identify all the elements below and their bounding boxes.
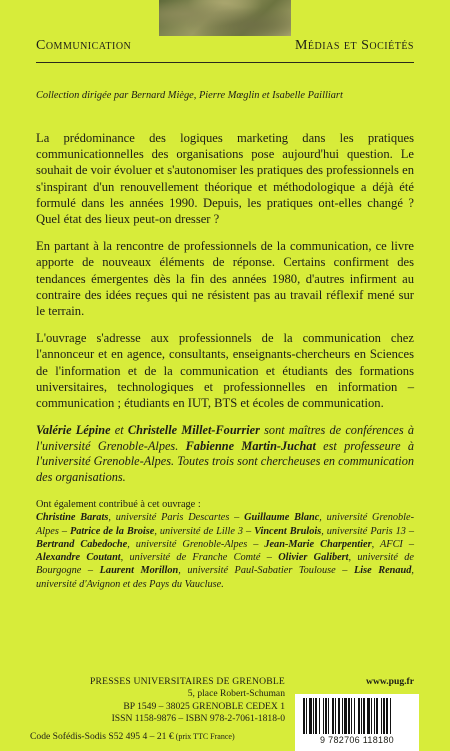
contributor-name: Patrice de la Broise	[69, 525, 155, 537]
barcode-bars	[303, 698, 411, 736]
author-bio-text: sont maîtres de conférences à l'université Grenoble-Alpes.	[36, 423, 414, 453]
contributor-affiliation: , université de Lille 3 –	[154, 525, 255, 537]
author-name: Christelle Millet-Fourrier	[127, 423, 260, 437]
publisher-url[interactable]: www.pug.fr	[366, 676, 414, 687]
contributor-name: Laurent Morillon	[99, 565, 179, 577]
contributor-name: Lise Renaud	[353, 565, 412, 577]
contributor-name: Christine Barats	[36, 512, 109, 524]
barcode-bar	[313, 698, 314, 734]
author-and: et	[110, 423, 128, 437]
contributor-name: Bertrand Cabedoche	[36, 538, 128, 550]
barcode-bar	[348, 698, 350, 734]
header-divider	[36, 62, 414, 63]
series-header	[36, 38, 414, 54]
barcode-bar	[342, 698, 343, 734]
contributor-affiliation: , université Grenoble-Alpes –	[36, 512, 414, 537]
barcode-bar	[306, 698, 307, 734]
isbn-barcode	[295, 694, 419, 751]
barcode-bar	[309, 698, 312, 734]
barcode-bar	[374, 698, 375, 734]
barcode-bar	[376, 698, 378, 734]
contributor-name: Vincent Brulois	[254, 525, 322, 537]
publisher-name: PRESSES UNIVERSITAIRES DE GRENOBLE	[90, 676, 285, 687]
series-right-label: Médias et Sociétés	[294, 38, 414, 53]
barcode-bar	[332, 698, 334, 734]
barcode-bar	[319, 698, 320, 734]
contributors-intro: Ont également contribué à cet ouvrage :	[36, 499, 201, 510]
barcode-bar	[371, 698, 372, 734]
price-note: (prix TTC France)	[173, 732, 235, 741]
barcode-bar	[390, 698, 391, 734]
barcode-bar	[386, 698, 388, 734]
barcode-bar	[323, 698, 324, 734]
publisher-street: 5, place Robert-Schuman	[187, 688, 285, 700]
publisher-issn: ISSN 1158-9876 – ISBN 978-2-7061-1818-0	[111, 713, 285, 725]
barcode-bar	[358, 698, 360, 734]
barcode-bar	[351, 698, 352, 734]
contributor-affiliation: , université de Franche Comté –	[120, 552, 279, 564]
contributor-affiliation: , université d'Avignon et des Pays du Vaucluse.	[36, 565, 414, 590]
barcode-bar	[367, 698, 370, 734]
barcode-bar	[303, 698, 305, 734]
contributor-affiliation: , université Paris 13 –	[321, 525, 414, 537]
barcode-bar	[381, 698, 382, 734]
barcode-bar	[344, 698, 347, 734]
contributor-affiliation: , AFCI –	[371, 538, 415, 550]
code-text: Code Sofédis-Sodis S52 495 4 – 21 €	[30, 731, 174, 742]
cover-photo	[159, 0, 291, 36]
barcode-bar	[315, 698, 317, 734]
author-name: Valérie Lépine	[36, 423, 111, 437]
contributor-name: Olivier Galibert	[278, 552, 349, 564]
blurb	[36, 130, 414, 422]
contributors-list	[36, 512, 414, 589]
distribution-code	[30, 731, 235, 742]
publisher-postal: BP 1549 – 38025 GRENOBLE CEDEX 1	[123, 700, 285, 712]
barcode-bar	[363, 698, 365, 734]
contributor-name: Jean-Marie Charpentier	[264, 538, 372, 550]
barcode-bar	[361, 698, 362, 734]
barcode-number: 9 782706 118180	[320, 735, 394, 745]
blurb-paragraph-3: L'ouvrage s'adresse aux professionnels de la communication chez l'annonceur et en agence, consultants, enseignants-chercheurs en Sciences de l'information et de la communication et étudiants des formations universitaires, technologiques et professionnelles en information – communication ; étudiants en IUT, BTS et écoles de communication.	[36, 331, 414, 411]
series-left-label: Communication	[36, 38, 132, 53]
contributor-affiliation: , université Grenoble-Alpes –	[127, 538, 265, 550]
barcode-bar	[325, 698, 327, 734]
publisher-block	[75, 676, 285, 726]
blurb-paragraph-1: La prédominance des logiques marketing dans les pratiques communicationnelles des organisations pose aujourd'hui question. Le souhait de voir évoluer et s'autonomiser les pratiques des professionnels en s'inspirant d'un renouvellement théorique et méthodologique a déjà été formulé dans les années 1990. Depuis, les pratiques ont-elles changé ? Quel état des lieux peut-on dresser ?	[36, 131, 414, 227]
contributor-name: Alexandre Coutant	[36, 552, 121, 564]
collection-line: Collection dirigée par Bernard Miège, Pierre Mœglin et Isabelle Pailliart	[36, 90, 343, 101]
author-bio-text: est professeure à l'université Grenoble-Alpes. Toutes trois sont chercheuses en communication des organisations.	[36, 438, 414, 484]
author-name: Fabienne Martin-Juchat	[185, 438, 316, 453]
barcode-bar	[328, 698, 329, 734]
barcode-bar	[383, 698, 385, 734]
contributor-name: Guillaume Blanc	[244, 512, 320, 524]
contributors	[36, 498, 414, 591]
authors-bio	[36, 423, 414, 485]
barcode-bar	[338, 698, 340, 734]
contributor-affiliation: , université Paris Descartes –	[108, 512, 245, 524]
blurb-paragraph-2: En partant à la rencontre de professionnels de la communication, ce livre apporte de nouveaux éléments de réponse. Certains confirment des tendances émergentes dès la fin des années 1980, d'autres infirment au contraire des idées reçues qui ne résistent pas au travail réflexif mené sur le terrain.	[36, 239, 414, 319]
contributor-affiliation: , université Paul-Sabatier Toulouse –	[178, 565, 354, 577]
barcode-bar	[354, 698, 355, 734]
barcode-bar	[335, 698, 336, 734]
contributor-affiliation: , université de Bourgogne –	[36, 552, 414, 577]
